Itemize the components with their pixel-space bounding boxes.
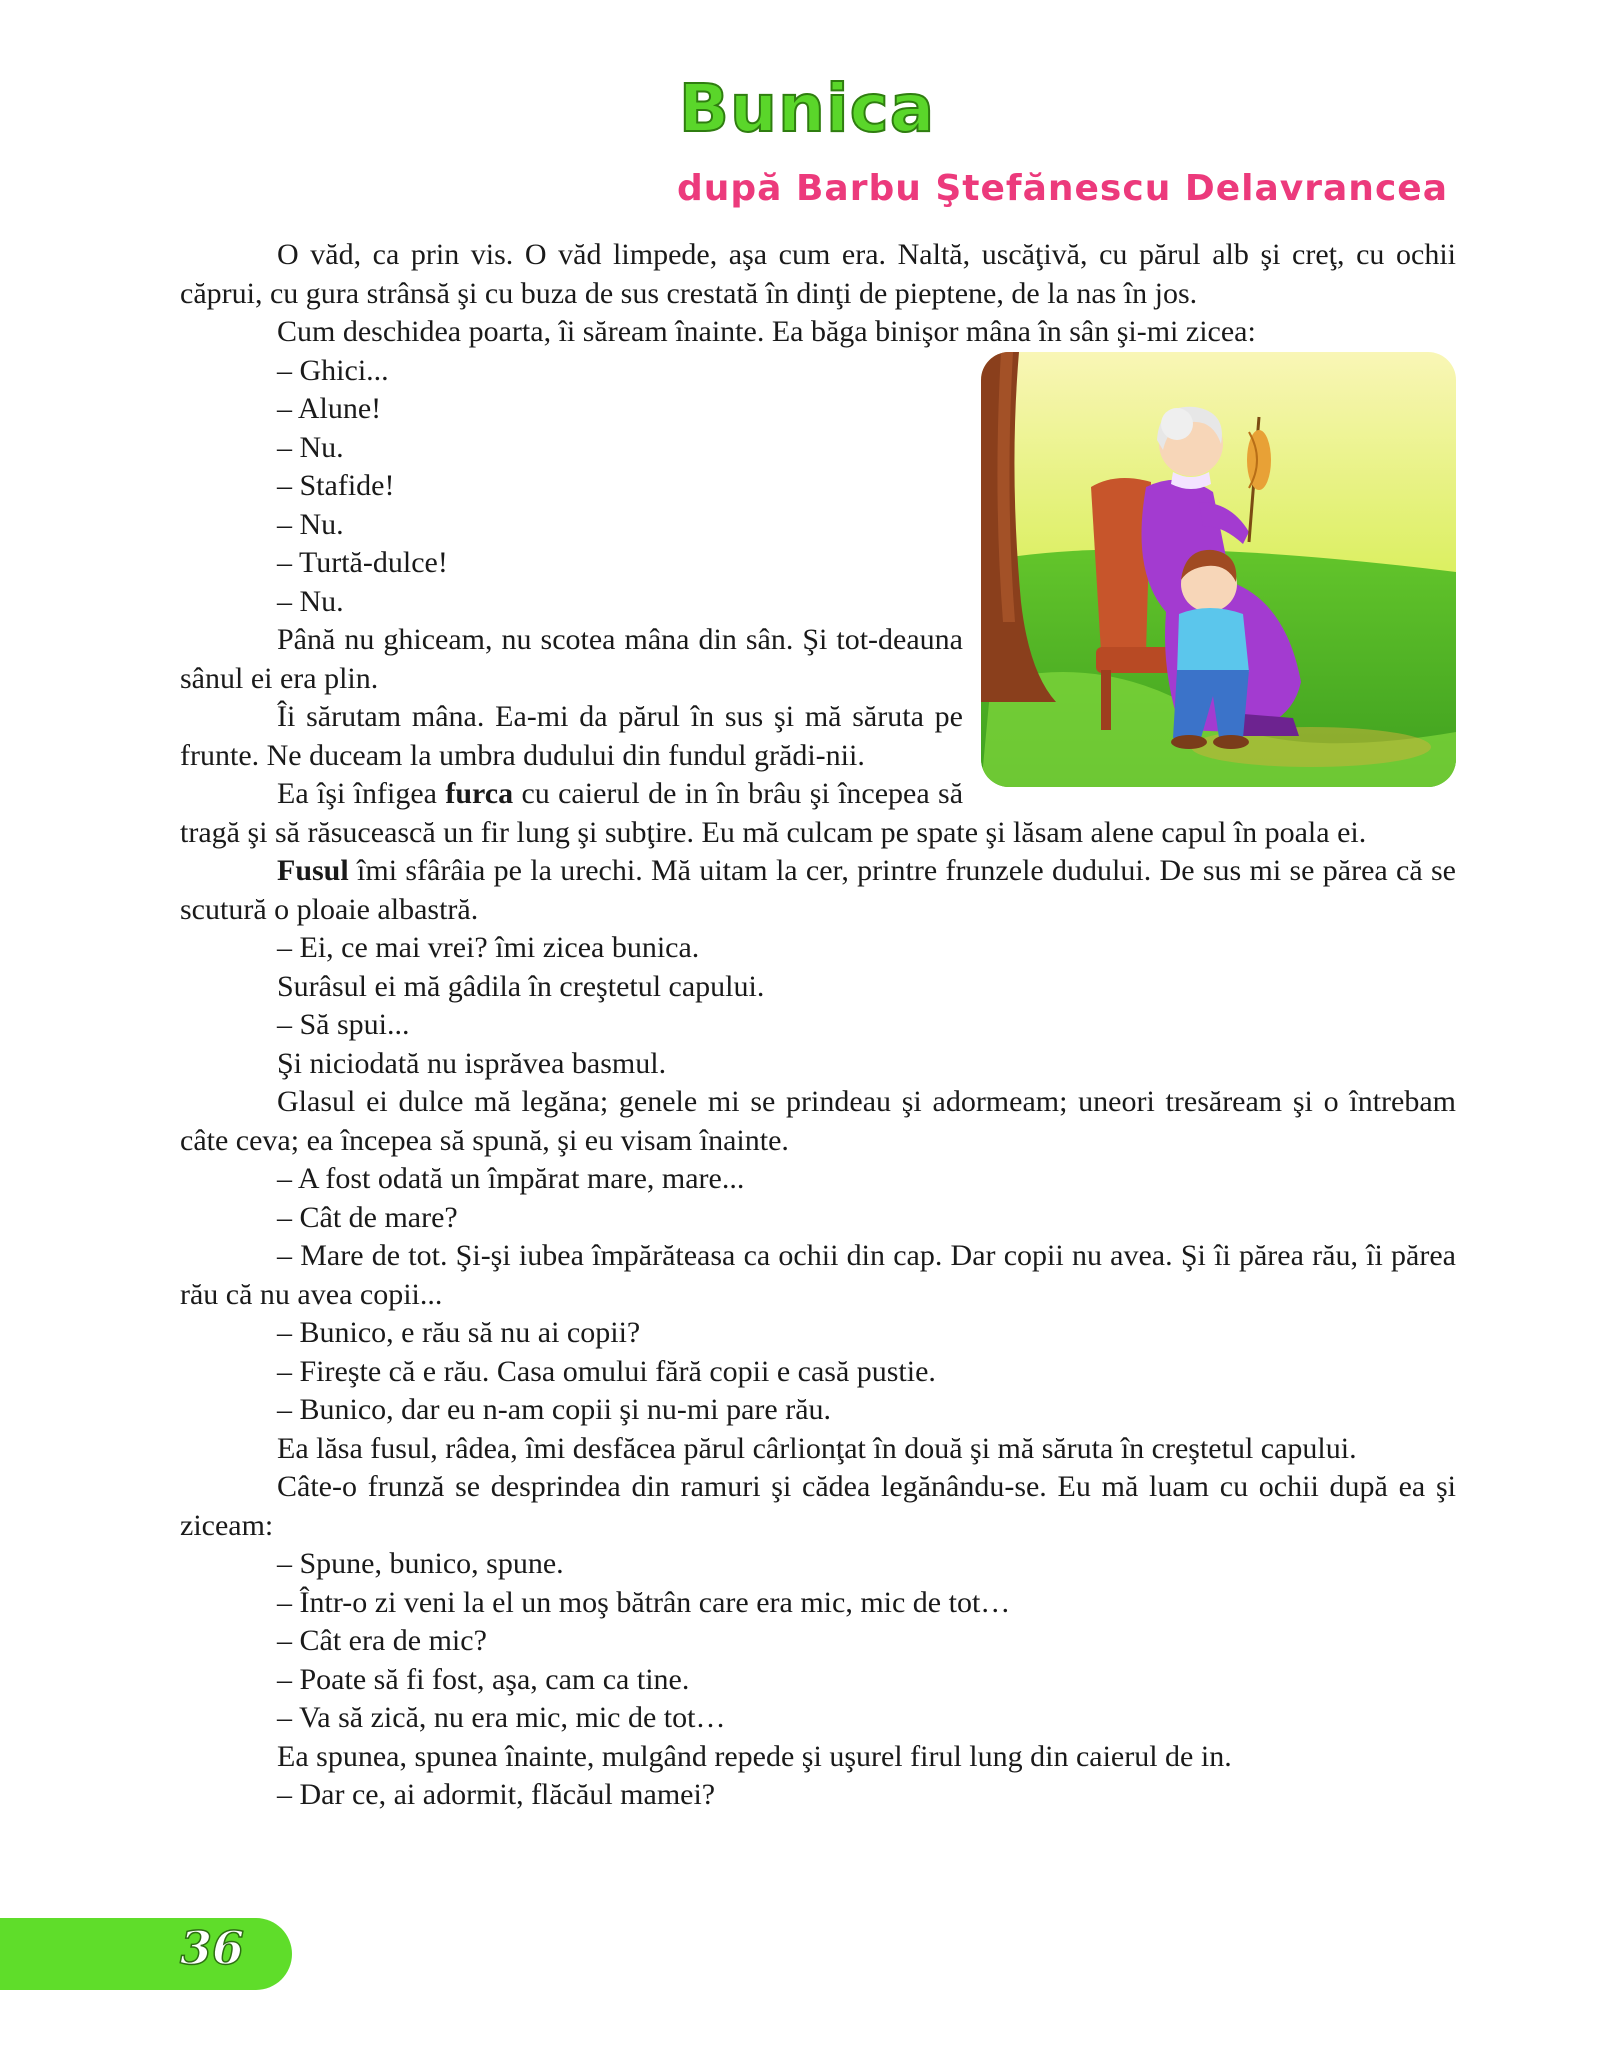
dialogue-line: – Spune, bunico, spune. [277,1547,564,1580]
page-title: Bunica [678,70,936,147]
paragraph [180,775,1456,852]
dialogue-line: – Stafide! [277,469,395,502]
dialogue-line: – Poate să fi fost, aşa, cam ca tine. [277,1662,690,1696]
dialogue-line: – Turtă-dulce! [277,546,448,579]
dialogue-line: – Să spui... [277,1008,410,1041]
paragraph [180,852,1456,929]
paragraph: Până nu ghiceam, nu scotea mâna din sân. Şi tot-deauna sânul ei era plin. [180,623,963,695]
dialogue-line: – Nu. [277,507,344,541]
paragraph: Ea lăsa fusul, râdea, îmi desfăcea părul cârlionţat în două şi mă săruta în creştetul capului. [277,1431,1357,1465]
author-subtitle: după Barbu Ştefănescu Delavrancea [676,168,1448,209]
dialogue-line: – Va să zică, nu era mic, mic de tot… [277,1701,726,1734]
dialogue-line: – Mare de tot. Şi-şi iubea împărăteasa ca ochii din cap. Dar copii nu avea. Şi îi părea rău, îi părea rău că nu avea copii... [180,1239,1456,1311]
text-run: cu caierul de in în brâu şi începea să tragă şi să răsucească un fir lung şi subţire. Eu mă culcam pe spate şi lăsam alene capul în poala ei. [180,777,1367,849]
vocab-word-fusul: Fusul [277,854,349,887]
dialogue-line: – Nu. [277,584,344,618]
dialogue-line: – Cât de mare? [277,1200,458,1234]
paragraph: Glasul ei dulce mă legăna; genele mi se prindeau şi adormeam; uneori tresăream şi o întrebam câte ceva; ea începea să spună, şi eu visam înainte. [180,1085,1456,1157]
paragraph: Surâsul ei mă gâdila în creştetul capului. [277,969,765,1003]
story-text [180,236,1456,1815]
dialogue-line: – Nu. [277,430,344,464]
dialogue-line: – Bunico, dar eu n-am copii şi nu-mi pare rău. [277,1393,832,1426]
dialogue-line: – A fost odată un împărat mare, mare... [277,1162,745,1195]
paragraph: Şi niciodată nu isprăvea basmul. [277,1046,667,1080]
text-run: îmi sfârâia pe la urechi. Mă uitam la cer, printre frunzele dudului. De sus mi se părea că se scutură o ploaie albastră. [180,854,1456,926]
dialogue-line: – Cât era de mic? [277,1624,487,1657]
paragraph: Cum deschidea poarta, îi săream înainte. Ea băga binişor mâna în sân şi-mi zicea: [277,315,1256,348]
grandmother-spinning-illustration [981,352,1456,787]
dialogue-line: – Alune! [277,392,382,425]
paragraph: O văd, ca prin vis. O văd limpede, aşa cum era. Naltă, uscăţivă, cu părul alb şi creţ, cu ochii căprui, cu gura strânsă şi cu buza de sus crestată în dinţi de pieptene, de la nas în jos. [180,238,1456,310]
page-number-badge [0,1918,292,1990]
dialogue-line: – Ei, ce mai vrei? îmi zicea bunica. [277,931,700,964]
vocab-word-furca: furca [445,777,514,810]
page-number: 36 [180,1921,245,1975]
text-run: Ea îşi înfigea [277,777,437,810]
dialogue-line: – Ghici... [277,353,389,387]
dialogue-line: – Dar ce, ai adormit, flăcăul mamei? [277,1778,716,1811]
illustration-image [981,352,1456,787]
dialogue-line: – Bunico, e rău să nu ai copii? [277,1316,641,1349]
paragraph: Câte-o frunză se desprindea din ramuri şi cădea legănându-se. Eu mă luam cu ochii după ea şi ziceam: [180,1470,1456,1542]
paragraph: Îi sărutam mâna. Ea-mi da părul în sus şi mă săruta pe frunte. Ne duceam la umbra dudului din fundul grădi-nii. [180,700,963,772]
dialogue-line: – Într-o zi veni la el un moş bătrân care era mic, mic de tot… [277,1585,1011,1619]
paragraph: Ea spunea, spunea înainte, mulgând repede şi uşurel firul lung din caierul de in. [277,1739,1232,1773]
dialogue-line: – Fireşte că e rău. Casa omului fără copii e casă pustie. [277,1354,936,1388]
